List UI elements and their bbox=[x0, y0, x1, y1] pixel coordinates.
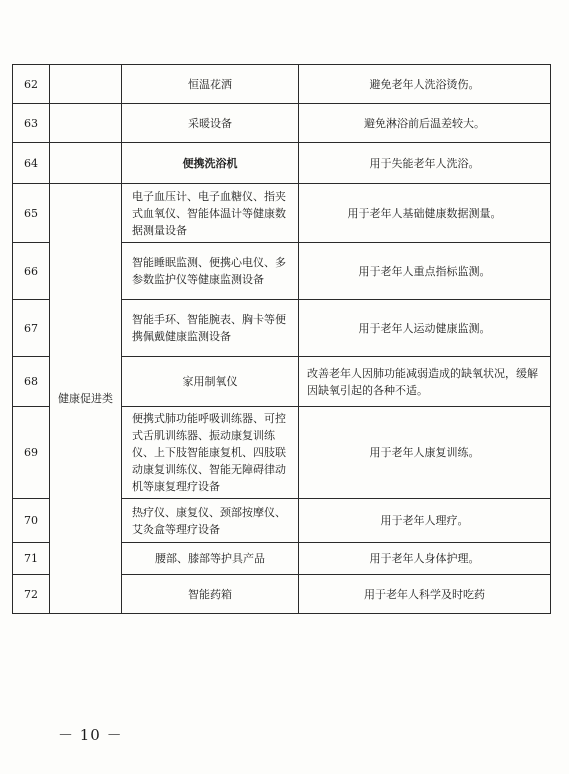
product-name: 智能手环、智能腕表、胸卡等便携佩戴健康监测设备 bbox=[122, 300, 299, 357]
product-use: 用于老年人重点指标监测。 bbox=[299, 243, 551, 300]
product-use: 用于老年人康复训练。 bbox=[299, 407, 551, 499]
product-name: 智能睡眠监测、便携心电仪、多参数监护仪等健康监测设备 bbox=[122, 243, 299, 300]
row-number: 65 bbox=[13, 184, 50, 243]
product-name: 恒温花洒 bbox=[122, 65, 299, 104]
product-name: 电子血压计、电子血糖仪、指夹式血氧仪、智能体温计等健康数据测量设备 bbox=[122, 184, 299, 243]
product-name: 智能药箱 bbox=[122, 575, 299, 614]
page-number: － 10 － bbox=[58, 726, 123, 744]
category-cell-empty bbox=[50, 65, 122, 104]
product-name: 便携洗浴机 bbox=[122, 143, 299, 184]
row-number: 70 bbox=[13, 499, 50, 543]
product-name: 便携式肺功能呼吸训练器、可控式舌肌训练器、振动康复训练仪、上下肢智能康复机、四肢联动康复训练仪、智能无障碍律动机等康复理疗设备 bbox=[122, 407, 299, 499]
category-cell-empty bbox=[50, 104, 122, 143]
category-label: 健康促进类 bbox=[50, 184, 122, 614]
row-number: 68 bbox=[13, 357, 50, 407]
table-row bbox=[13, 184, 551, 243]
category-cell-empty bbox=[50, 143, 122, 184]
product-use: 用于老年人运动健康监测。 bbox=[299, 300, 551, 357]
product-use: 用于老年人科学及时吃药 bbox=[299, 575, 551, 614]
row-number: 63 bbox=[13, 104, 50, 143]
row-number: 67 bbox=[13, 300, 50, 357]
product-table bbox=[12, 64, 551, 614]
product-name: 热疗仪、康复仪、颈部按摩仪、艾灸盒等理疗设备 bbox=[122, 499, 299, 543]
product-use: 用于失能老年人洗浴。 bbox=[299, 143, 551, 184]
row-number: 72 bbox=[13, 575, 50, 614]
row-number: 62 bbox=[13, 65, 50, 104]
table-row bbox=[13, 104, 551, 143]
product-name: 家用制氧仪 bbox=[122, 357, 299, 407]
table-row bbox=[13, 65, 551, 104]
row-number: 69 bbox=[13, 407, 50, 499]
row-number: 71 bbox=[13, 543, 50, 575]
product-use: 避免老年人洗浴烫伤。 bbox=[299, 65, 551, 104]
product-use: 用于老年人基础健康数据测量。 bbox=[299, 184, 551, 243]
product-use: 用于老年人理疗。 bbox=[299, 499, 551, 543]
product-use: 用于老年人身体护理。 bbox=[299, 543, 551, 575]
product-name: 采暖设备 bbox=[122, 104, 299, 143]
row-number: 64 bbox=[13, 143, 50, 184]
product-use: 改善老年人因肺功能减弱造成的缺氧状况，缓解因缺氧引起的各种不适。 bbox=[299, 357, 551, 407]
table-row bbox=[13, 143, 551, 184]
row-number: 66 bbox=[13, 243, 50, 300]
product-use: 避免淋浴前后温差较大。 bbox=[299, 104, 551, 143]
product-name: 腰部、膝部等护具产品 bbox=[122, 543, 299, 575]
